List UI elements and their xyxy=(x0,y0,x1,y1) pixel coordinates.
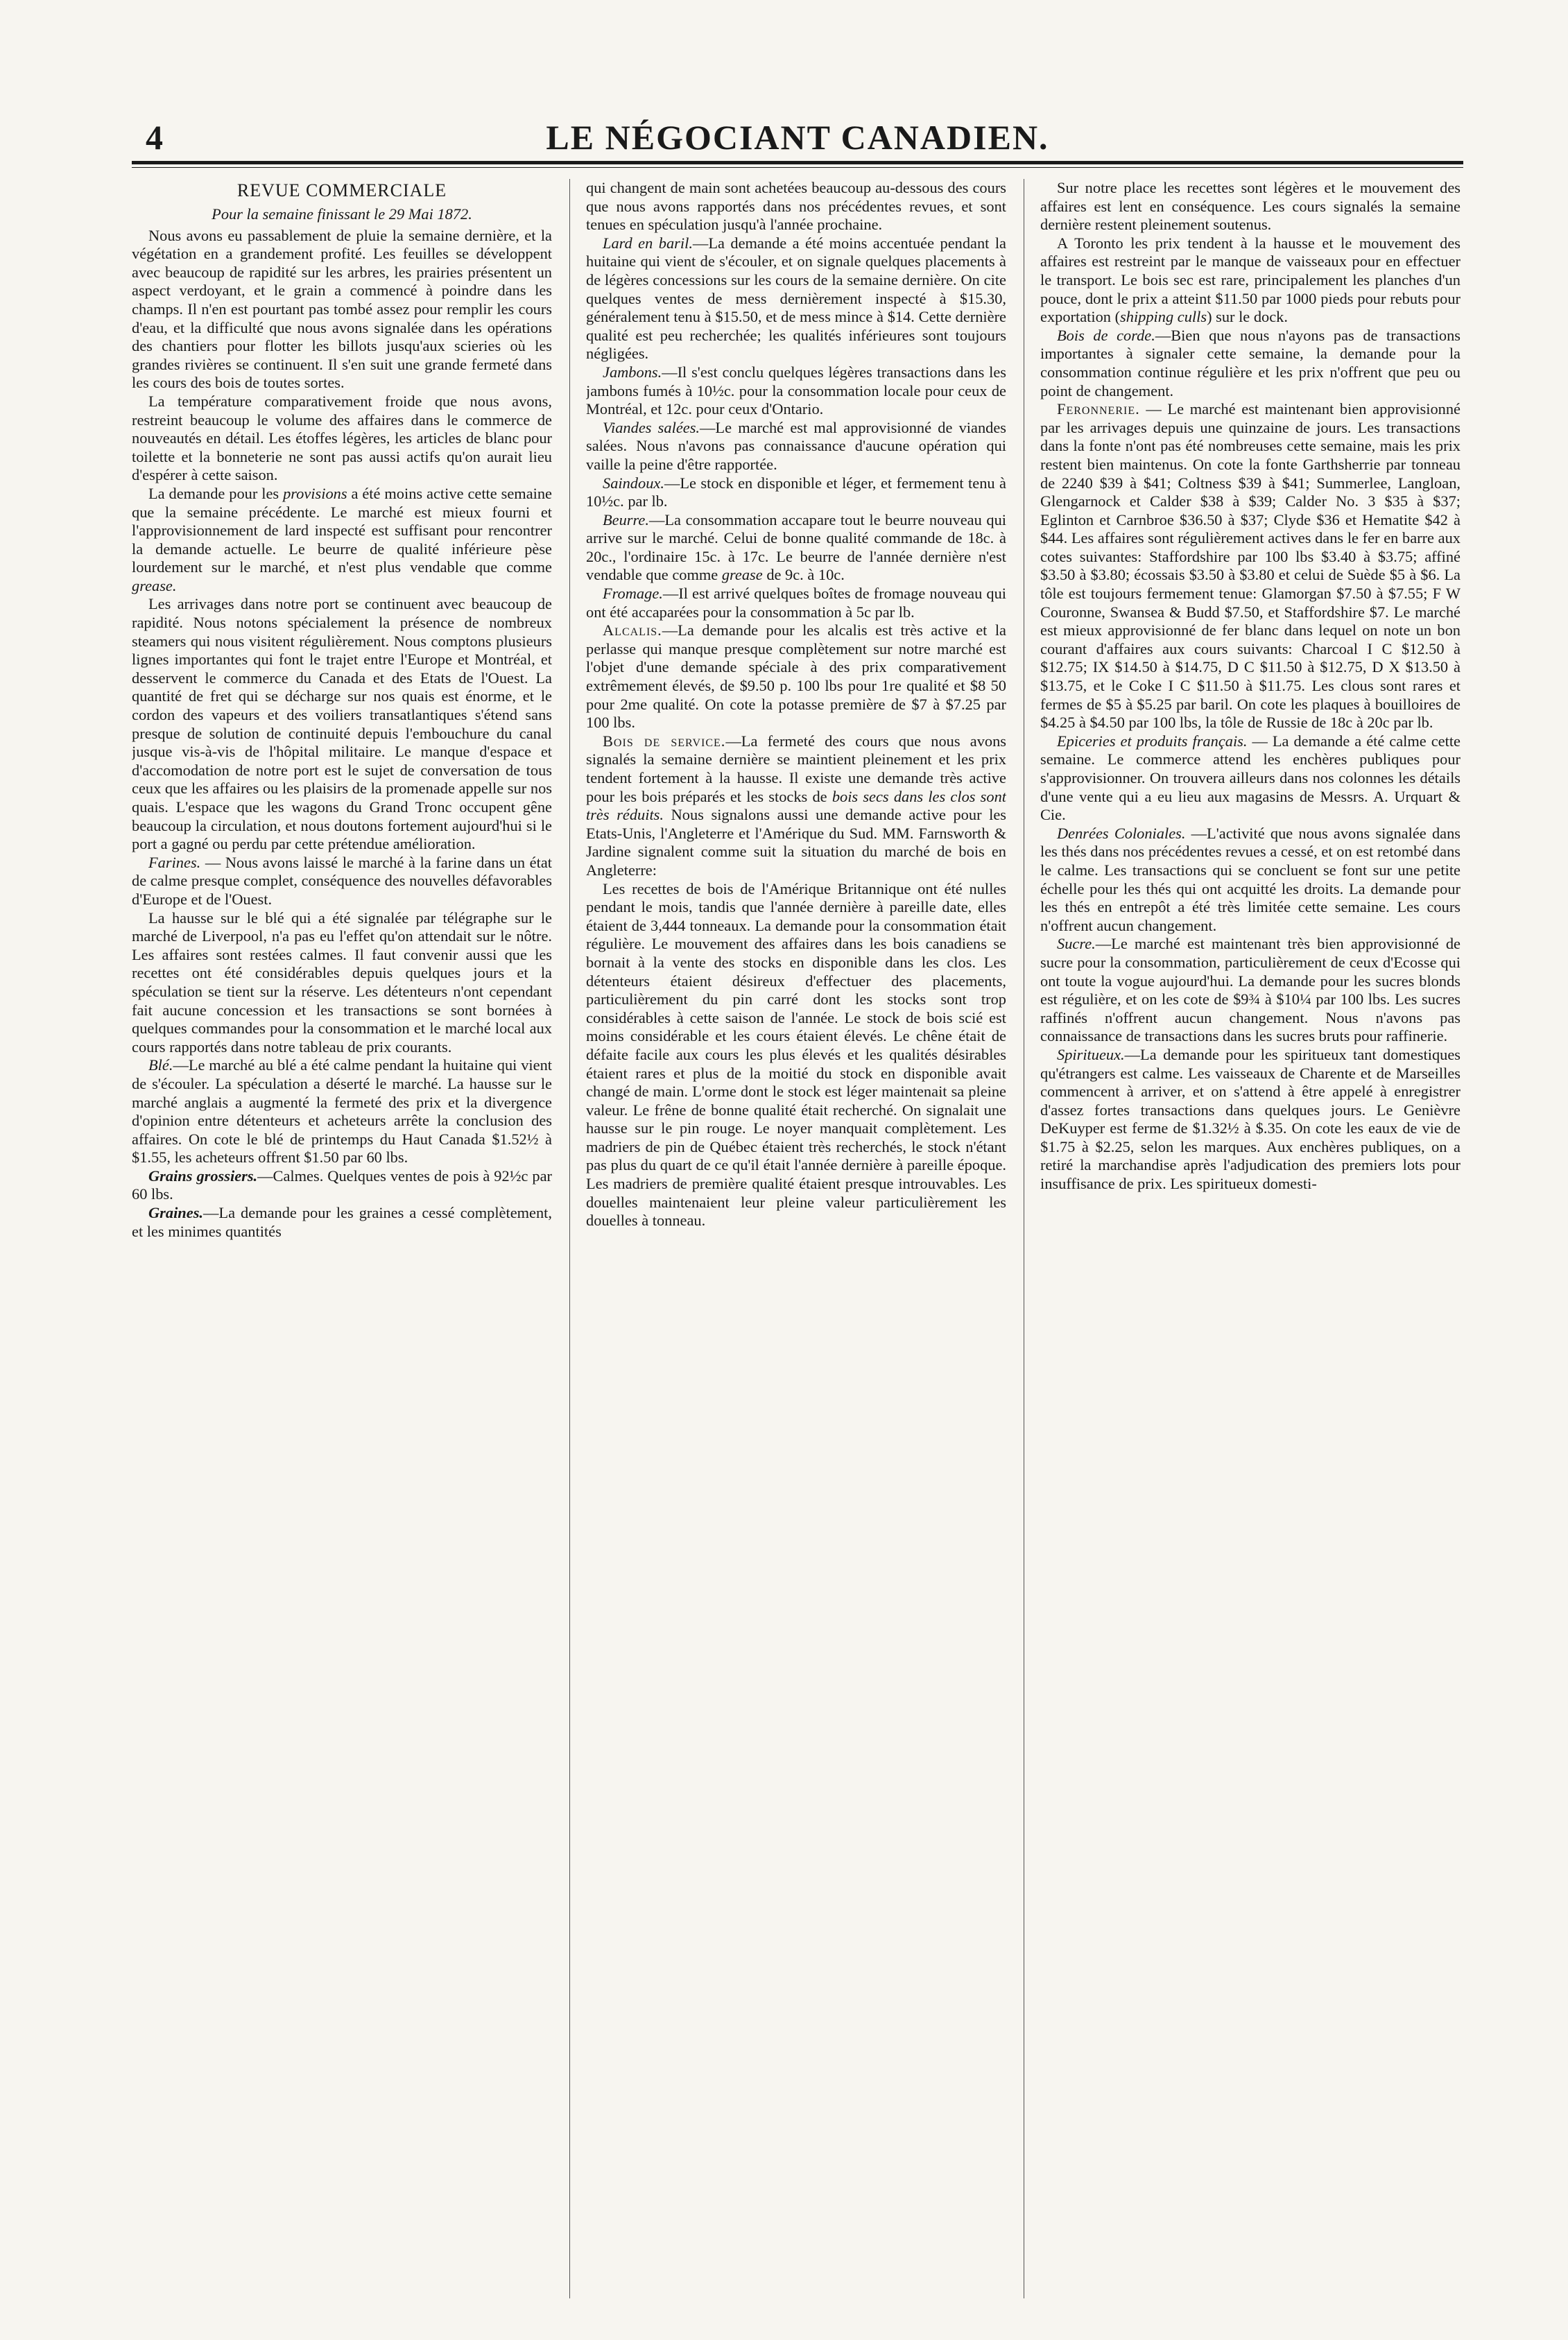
column-1 xyxy=(132,179,552,2298)
keyword: Alcalis. xyxy=(603,621,662,639)
paragraph xyxy=(586,621,1006,732)
paragraph xyxy=(1040,234,1461,327)
text-run: — La demande a été calme cette semaine. Le commerce attend les enchères publiques pour s'approvisionner. On trouvera ailleurs dans nos colonnes les détails d'une vente qui a eu lieu aux magasins de Messrs. A. Urquart & Cie. xyxy=(1040,732,1461,824)
keyword: grease. xyxy=(132,576,177,594)
text-run: —Il est arrivé quelques boîtes de fromage nouveau qui ont été accaparées pour la consommation à 5c par lb. xyxy=(586,585,1006,621)
text-run: —Le stock en disponible et léger, et fermement tenu à 10½c. par lb. xyxy=(586,474,1006,510)
column-2 xyxy=(586,179,1006,2298)
text-run: —Le marché est mal approvisionné de viandes salées. Nous n'avons pas connaissance d'aucune opération qui vaille la peine d'être rapportée. xyxy=(586,418,1006,473)
text-run: ) sur le dock. xyxy=(1207,308,1288,326)
paragraph xyxy=(1040,400,1461,732)
text-run: —Il s'est conclu quelques légères transactions dans les jambons fumés à 10½c. pour la consommation locale pour ceux de Montréal, et 12c. pour ceux d'Ontario. xyxy=(586,363,1006,418)
text-run: a été moins active cette semaine que la semaine précédente. Le marché est mieux fourni et l'approvisionnement de lard inspecté est suffisant pour rencontrer la demande actuelle. Le beurre de qualité inférieure pèse lourdement sur le marché, et n'est plus vendable que comme xyxy=(132,484,552,576)
page-number: 4 xyxy=(146,118,163,157)
paragraph: qui changent de main sont achetées beaucoup au-dessous des cours que nous avons rapportés dans nos précédentes revues, et sont tenues en spéculation jusqu'à l'année prochaine. xyxy=(586,179,1006,234)
keyword: Saindoux. xyxy=(603,474,664,492)
paragraph: Les arrivages dans notre port se continuent avec beaucoup de rapidité. Nous notons spécialement la présence de nombreux steamers qui nous visitent régulièrement. Nous comptons plusieurs lignes importantes qui font le trajet entre l'Europe et Montréal, et desservent le commerce du Canada et des Etats de l'Ouest. La quantité de fret qui se décharge sur nos quais est énorme, et le cordon des vapeurs et des voiliers transatlantiques s'étend sans presque de solution de continuité depuis l'embouchure du canal jusque vis-à-vis de l'hôpital militaire. Le manque d'espace et d'accomodation de notre port est le sujet de conversation de tous ceux que les affaires ou les plaisirs de la promenade appelle sur nos quais. L'espace que les wagons du Grand Tronc occupent gêne beaucoup la circulation, et nous doutons fortement aujourd'hui si le port a gagné ou perdu par cette prétendue amélioration. xyxy=(132,595,552,853)
paragraph xyxy=(1040,327,1461,400)
paragraph xyxy=(1040,1046,1461,1194)
paragraph: La hausse sur le blé qui a été signalée par télégraphe sur le marché de Liverpool, n'a pas eu l'effet qu'on attendait sur le nôtre. Les affaires sont restées calmes. Il faut convenir aussi que les recettes ont été considérables depuis quelques jours et la spéculation se tient sur la réserve. Les détenteurs n'ont cependant fait aucune concession et les transactions se sont bornées à quelques commandes pour la consommation et le marché local aux cours rapportés dans notre tableau de prix courants. xyxy=(132,909,552,1056)
keyword: Epiceries et produits français. xyxy=(1057,732,1248,750)
paragraph xyxy=(132,854,552,909)
paragraph xyxy=(586,419,1006,474)
keyword: Bois de service. xyxy=(603,732,726,750)
keyword: Spiritueux. xyxy=(1057,1045,1125,1063)
keyword: Feronnerie. xyxy=(1057,400,1140,418)
keyword: Bois de corde. xyxy=(1057,326,1155,344)
text-run: —La consommation accapare tout le beurre nouveau qui arrive sur le marché. Celui de bonne qualité commande de 18c. à 20c., l'ordinaire 15c. à 17c. Le beurre de l'année dernière n'est vendable que comme xyxy=(586,510,1006,584)
paragraph xyxy=(132,1204,552,1241)
text-run: —Le marché au blé a été calme pendant la huitaine qui vient de s'écouler. La spéculation a déserté le marché. La hausse sur le marché anglais a augmenté la fermeté des prix et la divergence d'opinion entre détenteurs et acheteurs arrête la conclusion des affaires. On cote le blé de printemps du Haut Canada $1.52½ à $1.55, les acheteurs offrent $1.50 par 60 lbs. xyxy=(132,1056,552,1167)
keyword: Denrées Coloniales. xyxy=(1057,824,1186,842)
text-run: A Toronto les prix tendent à la hausse et le mouvement des affaires est restreint par le manque de vaisseaux pour en effectuer le transport. Le bois sec est rare, principalement les planches d'un pouce, dont le prix a atteint $11.50 par 1000 pieds pour rebuts pour exportation ( xyxy=(1040,234,1461,326)
keyword: Farines. xyxy=(148,853,201,871)
masthead xyxy=(132,117,1463,158)
keyword: Viandes salées. xyxy=(603,418,700,436)
paragraph xyxy=(1040,732,1461,825)
text-run: de 9c. à 10c. xyxy=(762,566,845,584)
paragraph: La température comparativement froide que nous avons, restreint beaucoup le volume des affaires dans le commerce de nouveautés en détail. Les étoffes légères, les articles de blanc pour toilette et la bonneterie ne sont pas aussi actifs qu'on aurait lieu d'espérer à cette saison. xyxy=(132,392,552,484)
column-3 xyxy=(1040,179,1461,2298)
paragraph xyxy=(586,585,1006,621)
keyword: shipping culls xyxy=(1120,308,1207,326)
paragraph: Nous avons eu passablement de pluie la semaine dernière, et la végétation en a grandement profité. Les feuilles se développent avec beaucoup de rapidité sur les arbres, les prairies présentent un aspect verdoyant, et le grain a commencé à poindre dans les champs. Il n'en est pourtant pas tombé assez pour remplir les cours d'eau, et la difficulté que nous avons signalée dans les opérations des chantiers pour flotter les billots jusqu'aux scieries où les grandes rivières se continuent. Il s'en suit une grande fermeté dans les cours des bois de toutes sortes. xyxy=(132,226,552,392)
paragraph xyxy=(586,511,1006,585)
paragraph: Les recettes de bois de l'Amérique Britannique ont été nulles pendant le mois, tandis que l'année dernière à pareille date, elles étaient de 3,444 tonneaux. La demande pour la consommation était régulière. Le mouvement des affaires dans les bois canadiens se bornait à la vente des stocks en disponible dans les clos. Les détenteurs étaient désireux d'effectuer des placements, particulièrement du pin carré dont les stocks sont trop considérables à cette saison de l'année. Le stock de bois scié est moins considérable et les cours étaient élevés. Le chêne était de défaite facile aux cours les plus élevés et les qualités désirables étaient rares et plus de la moitié du stock en disponible avait changé de main. L'orme dont le stock est léger maintenait sa pleine valeur. Le frêne de bonne qualité était recherché. On signalait une hausse sur le pin rouge. Le noyer manquait complètement. Les madriers de pin de Québec étaient très recherchés, le stock n'étant pas plus du quart de ce qu'il était l'année dernière à pareille époque. Les madriers de première qualité étaient presque introuvables. Les douelles maintenaient leur pleine valeur particulièrement les douelles à tonneau. xyxy=(586,879,1006,1230)
masthead-rule-thin xyxy=(132,167,1463,168)
text-run: —Calmes. Quelques ventes de pois à 92½c par 60 lbs. xyxy=(132,1167,552,1203)
keyword: Jambons. xyxy=(603,363,662,381)
paragraph xyxy=(586,474,1006,511)
keyword: bois secs dans les clos sont très réduits. xyxy=(586,787,1006,824)
text-run: —La demande a été moins accentuée pendant la huitaine qui vient de s'écouler, et on signale quelques placements à de légères concessions sur les cours de la semaine dernière. On cite quelques ventes de mess dernièrement inspecté à $15.30, généralement tenu à $15.50, et de mess mince à $14. Cette dernière qualité est peu recherchée; les qualités inférieures sont toujours négligées. xyxy=(586,234,1006,363)
paragraph xyxy=(586,363,1006,419)
keyword: Sucre. xyxy=(1057,935,1096,953)
keyword: Graines. xyxy=(148,1204,204,1222)
text-run: —Bien que nous n'ayons pas de transactions importantes à signaler cette semaine, la demande pour la consommation continue régulière et les prix n'offrent que peu ou point de changement. xyxy=(1040,326,1461,399)
text-run: La demande pour les xyxy=(148,484,284,502)
column-divider-1 xyxy=(569,179,570,2298)
paragraph xyxy=(132,1167,552,1204)
keyword: Lard en baril. xyxy=(603,234,693,252)
paragraph xyxy=(1040,825,1461,936)
text-run: Nous signalons aussi une demande active pour les Etats-Unis, l'Angleterre et l'Amérique du Sud. MM. Farnsworth & Jardine signalent comme suit la situation du marché de bois en Angleterre: xyxy=(586,806,1006,879)
text-run: —La demande pour les spiritueux tant domestiques qu'étrangers est calme. Les vaisseaux de Charente et de Marseilles commencent à arriver, et on s'attend à être appelé à enregistrer d'assez fortes transactions dans quelques jours. Le Genièvre DeKuyper est ferme de $1.32½ à $.35. On cote les eaux de vie de $1.75 à $2.25, selon les marques. Aux enchères publiques, on a retiré la marchandise après l'adjudication des premiers lots pour insuffisance de prix. Les spiritueux domesti- xyxy=(1040,1045,1461,1193)
text-run: —La fermeté des cours que nous avons signalés la semaine dernière se maintient pleinement et les prix tendent fortement à la hausse. Il existe une demande très active pour les bois préparés et les stocks de xyxy=(586,732,1006,805)
keyword: Beurre. xyxy=(603,510,649,528)
masthead-rule-thick xyxy=(132,161,1463,164)
paragraph xyxy=(586,234,1006,363)
paragraph xyxy=(1040,935,1461,1046)
newspaper-title: LE NÉGOCIANT CANADIEN. xyxy=(546,118,1049,157)
paragraph xyxy=(586,732,1006,880)
keyword: Grains grossiers. xyxy=(148,1167,258,1185)
text-run: — Nous avons laissé le marché à la farine dans un état de calme presque complet, conséquence des nouvelles défavorables d'Europe et de l'Ouest. xyxy=(132,853,552,908)
section-heading: REVUE COMMERCIALE xyxy=(236,180,447,200)
paragraph xyxy=(132,485,552,596)
text-run: —Le marché est maintenant très bien approvisionné de sucre pour la consommation, particulièrement de ceux d'Ecosse qui ont toute la vogue aujourd'hui. La demande pour les sucres blonds est régulière, et on les cote de $9¾ à $10¼ par 100 lbs. Les sucres raffinés n'offrent aucun changement. Nous n'avons pas connaissance de transactions dans les sucres bruts pour raffinerie. xyxy=(1040,935,1461,1045)
paragraph: Sur notre place les recettes sont légères et le mouvement des affaires est lent en conséquence. Les cours signalés la semaine dernière restent pleinement soutenus. xyxy=(1040,179,1461,234)
text-run: —La demande pour les alcalis est très active et la perlasse qui manque presque complètement sur notre marché est l'objet d'une demande spéciale à des prix comparativement extrêmement élevés, de $9.50 p. 100 lbs pour 1re qualité et $8 50 pour 2me qualité. On cote la potasse première de $7 à $7.25 par 100 lbs. xyxy=(586,621,1006,732)
keyword: provisions xyxy=(283,484,347,502)
keyword: Blé. xyxy=(148,1056,173,1074)
text-run: — Le marché est maintenant bien approvisionné par les arrivages depuis une quinzaine de jours. Les transactions dans la fonte n'ont pas été nombreuses cette semaine, mais les prix restent bien maintenus. On cote la fonte Garthsherrie par tonneau de 2240 $39 à $41; Coltness $39 à $41; Summerlee, Langloan, Glengarnock et Calder $38 à $39; Calder No. 3 $35 à $37; Eglinton et Carnbroe $36.50 à $37; Clyde $36 et Hematite $42 à $44. Les affaires sont régulièrement actives dans le fer en barre aux cotes suivantes: Staffordshire par 100 lbs $3.40 à $3.75; affiné $3.50 à $3.80; écossais $3.50 à $3.80 et celui de Suède $5 à $6. La tôle est toujours fermement tenue: Glamorgan $7.50 à $7.55; F W Couronne, Swansea & Budd $7.50, et Staffordshire $7. Le marché est mieux approvisionné de fer blanc dans lequel on note un bon courant d'affaires aux cours suivants: Charcoal I C $12.50 à $12.75; IX $14.50 à $14.75, D C $11.50 à $12.75, D X $13.50 à $13.75, et le Coke I C $11.50 à $11.75. Les clous sont rares et fermes de $5 à $5.25 par baril. On cote les plaques à bouilloires de $4.25 à $4.50 par 100 lbs, la tôle de Russie de 18c à 20c par lb. xyxy=(1040,400,1461,732)
text-run: —La demande pour les graines a cessé complètement, et les minimes quantités xyxy=(132,1204,552,1240)
text-run: —L'activité que nous avons signalée dans les thés dans nos précédentes revues a cessé, et on est retombé dans le calme. Les transactions qui se concluent se font sur une petite échelle pour les thés qui ont acquitté les droits. La demande pour les thés en entrepôt a été très limitée cette semaine. Les cours n'offrent aucun changement. xyxy=(1040,824,1461,934)
keyword: Fromage. xyxy=(603,585,663,603)
section-subheading: Pour la semaine finissant le 29 Mai 1872. xyxy=(212,205,472,223)
paragraph xyxy=(132,1056,552,1167)
keyword: grease xyxy=(721,566,763,584)
